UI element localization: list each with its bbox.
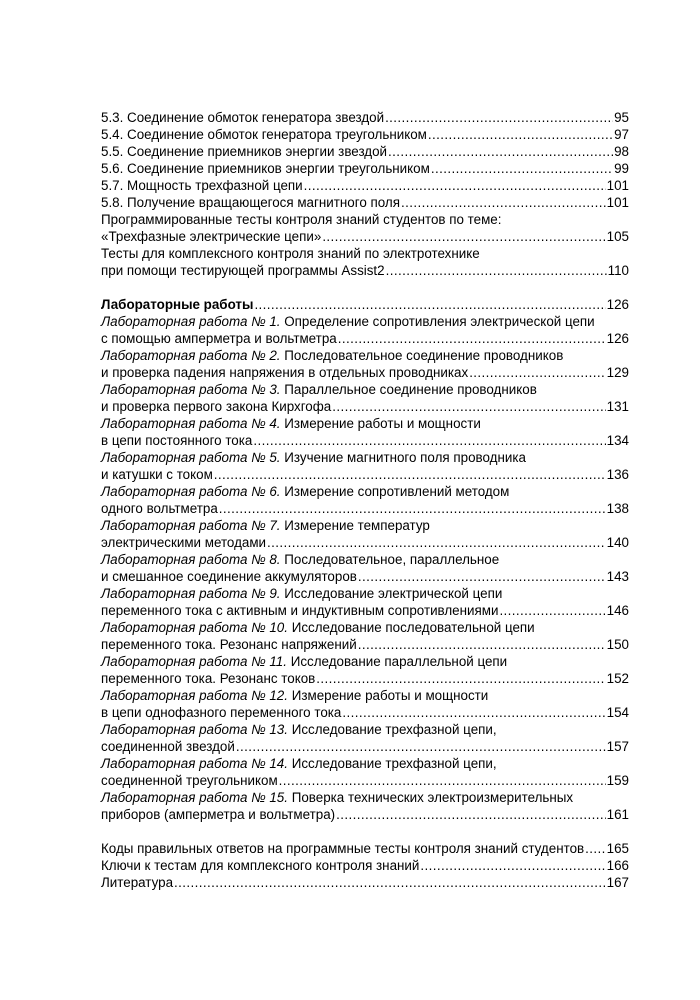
lab-5-line2	[101, 466, 629, 483]
lab-label: Лабораторная работа № 13.	[101, 722, 288, 737]
toc-page-number: 131	[606, 399, 629, 414]
toc-page-number: 140	[606, 535, 629, 550]
toc-page-number: 129	[606, 365, 629, 380]
lab-label: Лабораторная работа № 3.	[101, 382, 281, 397]
lab-title: Измерение работы и мощности	[291, 688, 489, 703]
toc-entry-complex-tests-line1: Тесты для комплексного контроля знаний по электротехнике	[101, 246, 480, 261]
toc-entry-tests-line1: Программированные тесты контроля знаний студентов по теме:	[101, 212, 502, 227]
lab-1-line1	[101, 313, 629, 330]
spacer	[101, 823, 629, 840]
leader-dots	[236, 738, 606, 755]
leader-dots	[386, 262, 607, 279]
toc-page-number: 97	[614, 127, 629, 142]
toc-entry-title: Литература	[101, 875, 174, 890]
lab-8-line2	[101, 568, 629, 585]
lab-10-line2	[101, 636, 629, 653]
lab-label: Лабораторная работа № 5.	[101, 450, 281, 465]
lab-title-cont: и катушки с током	[101, 467, 213, 482]
toc-entry-title: «Трехфазные электрические цепи»	[101, 229, 322, 244]
lab-title: Исследование параллельной цепи	[290, 654, 508, 669]
lab-7-line1	[101, 517, 629, 534]
toc-entry-5-5	[101, 143, 629, 160]
leader-dots	[428, 126, 613, 143]
leader-dots	[431, 160, 613, 177]
lab-label: Лабораторная работа № 1.	[101, 314, 281, 329]
toc-entry-title: 5.8. Получение вращающегося магнитного поля	[101, 195, 400, 210]
lab-label: Лабораторная работа № 8.	[101, 552, 281, 567]
toc-page-number: 101	[606, 195, 629, 210]
toc-entry-5-4	[101, 126, 629, 143]
toc-entry-literature	[101, 874, 629, 891]
toc-page-number: 105	[606, 229, 629, 244]
leader-dots	[401, 194, 606, 211]
lab-1-line2	[101, 330, 629, 347]
lab-10-line1	[101, 619, 629, 636]
toc-page-number: 110	[607, 263, 629, 278]
lab-9-line1	[101, 585, 629, 602]
toc-page-number: 166	[606, 858, 629, 873]
leader-dots	[214, 466, 606, 483]
toc-entry-title: 5.7. Мощность трехфазной цепи	[101, 178, 303, 193]
toc-page-number: 146	[606, 603, 629, 618]
lab-title: Последовательное соединение проводников	[284, 348, 564, 363]
toc-page-number: 101	[606, 178, 629, 193]
toc-page-number: 136	[606, 467, 629, 482]
toc-page-number: 99	[614, 161, 629, 176]
leader-dots	[358, 636, 606, 653]
lab-title-cont: и смешанное соединение аккумуляторов	[101, 569, 357, 584]
lab-6-line1	[101, 483, 629, 500]
lab-title-cont: переменного тока. Резонанс напряжений	[101, 637, 357, 652]
leader-dots	[358, 568, 606, 585]
lab-title: Исследование трехфазной цепи,	[291, 756, 497, 771]
toc-page-number: 138	[606, 501, 629, 516]
lab-title-cont: и проверка падения напряжения в отдельных проводниках	[101, 365, 469, 380]
lab-label: Лабораторная работа № 6.	[101, 484, 281, 499]
leader-dots	[336, 806, 606, 823]
lab-9-line2	[101, 602, 629, 619]
lab-title-cont: переменного тока. Резонанс токов	[101, 671, 316, 686]
leader-dots	[267, 534, 606, 551]
lab-2-line1	[101, 347, 629, 364]
toc-page-number: 134	[606, 433, 629, 448]
leader-dots	[585, 840, 606, 857]
leader-dots	[469, 364, 605, 381]
lab-label: Лабораторная работа № 12.	[101, 688, 288, 703]
toc-entry-title: 5.5. Соединение приемников энергии звездой	[101, 144, 388, 159]
lab-4-line1	[101, 415, 629, 432]
toc-page-number: 150	[606, 637, 629, 652]
lab-label: Лабораторная работа № 10.	[101, 620, 288, 635]
leader-dots	[253, 432, 605, 449]
lab-title: Параллельное соединение проводников	[284, 382, 537, 397]
leader-dots	[322, 228, 605, 245]
toc-heading-title: Лабораторные работы	[101, 297, 254, 312]
toc-page-number: 152	[606, 671, 629, 686]
lab-label: Лабораторная работа № 2.	[101, 348, 281, 363]
toc-entry-5-6	[101, 160, 629, 177]
leader-dots	[499, 602, 605, 619]
toc-page-number: 95	[614, 110, 629, 125]
lab-title-cont: переменного тока с активным и индуктивным сопротивлениями	[101, 603, 499, 618]
spacer	[101, 279, 629, 296]
leader-dots	[342, 704, 605, 721]
lab-11-line2	[101, 670, 629, 687]
lab-label: Лабораторная работа № 9.	[101, 586, 281, 601]
table-of-contents	[101, 109, 629, 891]
lab-title-cont: соединенной треугольником	[101, 773, 278, 788]
lab-label: Лабораторная работа № 15.	[101, 790, 288, 805]
toc-entry-5-3	[101, 109, 629, 126]
lab-title-cont: с помощью амперметра и вольтметра	[101, 331, 337, 346]
lab-label: Лабораторная работа № 7.	[101, 518, 281, 533]
lab-title: Исследование трехфазной цепи,	[291, 722, 497, 737]
lab-label: Лабораторная работа № 4.	[101, 416, 281, 431]
toc-page-number: 126	[606, 331, 629, 346]
toc-entry-tests	[101, 228, 629, 245]
toc-page-number: 167	[606, 875, 629, 890]
lab-8-line1	[101, 551, 629, 568]
lab-title-cont: одного вольтметра	[101, 501, 218, 516]
lab-title: Определение сопротивления электрической цепи	[284, 314, 595, 329]
toc-page-number: 159	[606, 773, 629, 788]
toc-page-number: 157	[606, 739, 629, 754]
lab-14-line1	[101, 755, 629, 772]
lab-title: Исследование электрической цепи	[284, 586, 503, 601]
lab-label: Лабораторная работа № 14.	[101, 756, 288, 771]
lab-title-cont: в цепи постоянного тока	[101, 433, 253, 448]
lab-7-line2	[101, 534, 629, 551]
toc-entry-title: 5.6. Соединение приемников энергии треугольником	[101, 161, 430, 176]
toc-page-number: 161	[606, 807, 629, 822]
lab-title: Поверка технических электроизмерительных	[291, 790, 574, 805]
leader-dots	[304, 177, 606, 194]
toc-page-number: 154	[606, 705, 629, 720]
lab-title-cont: приборов (амперметра и вольтметра)	[101, 807, 336, 822]
lab-title-cont: соединенной звездой	[101, 739, 235, 754]
lab-12-line1	[101, 687, 629, 704]
lab-13-line1	[101, 721, 629, 738]
lab-title: Исследование последовательной цепи	[291, 620, 535, 635]
lab-title: Последовательное, параллельное	[284, 552, 500, 567]
leader-dots	[420, 857, 605, 874]
lab-title: Изучение магнитного поля проводника	[284, 450, 526, 465]
lab-title: Измерение температур	[284, 518, 430, 533]
toc-entry-title: 5.4. Соединение обмоток генератора треугольником	[101, 127, 427, 142]
toc-entry-title: Коды правильных ответов на программные тесты контроля знаний студентов	[101, 841, 585, 856]
toc-page-number: 98	[614, 144, 629, 159]
lab-title-cont: электрическими методами	[101, 535, 267, 550]
lab-4-line2	[101, 432, 629, 449]
leader-dots	[279, 772, 606, 789]
toc-entry-5-7	[101, 177, 629, 194]
lab-3-line1	[101, 381, 629, 398]
leader-dots	[338, 330, 606, 347]
lab-2-line2	[101, 364, 629, 381]
toc-page-number: 126	[606, 297, 629, 312]
lab-6-line2	[101, 500, 629, 517]
lab-title-cont: и проверка первого закона Кирхгофа	[101, 399, 332, 414]
toc-entry-answer-codes	[101, 840, 629, 857]
leader-dots	[254, 296, 605, 313]
toc-page-number: 165	[606, 841, 629, 856]
lab-label: Лабораторная работа № 11.	[101, 654, 287, 669]
lab-14-line2	[101, 772, 629, 789]
leader-dots	[219, 500, 606, 517]
leader-dots	[174, 874, 606, 891]
toc-entry-5-8	[101, 194, 629, 211]
lab-11-line1	[101, 653, 629, 670]
lab-15-line2	[101, 806, 629, 823]
lab-title: Измерение работы и мощности	[284, 416, 481, 431]
leader-dots	[385, 109, 613, 126]
toc-entry-title: Ключи к тестам для комплексного контроля знаний	[101, 858, 420, 873]
lab-12-line2	[101, 704, 629, 721]
toc-entry-test-keys	[101, 857, 629, 874]
leader-dots	[316, 670, 605, 687]
lab-3-line2	[101, 398, 629, 415]
toc-entry-title: 5.3. Соединение обмоток генератора звездой	[101, 110, 385, 125]
leader-dots	[388, 143, 613, 160]
lab-13-line2	[101, 738, 629, 755]
lab-title: Измерение сопротивлений методом	[284, 484, 510, 499]
lab-15-line1	[101, 789, 629, 806]
toc-entry-complex-tests	[101, 262, 629, 279]
toc-entry-title: при помощи тестирующей программы Assist2	[101, 263, 385, 278]
leader-dots	[332, 398, 605, 415]
lab-5-line1	[101, 449, 629, 466]
toc-labs-heading	[101, 296, 629, 313]
lab-title-cont: в цепи однофазного переменного тока	[101, 705, 342, 720]
toc-page-number: 143	[606, 569, 629, 584]
